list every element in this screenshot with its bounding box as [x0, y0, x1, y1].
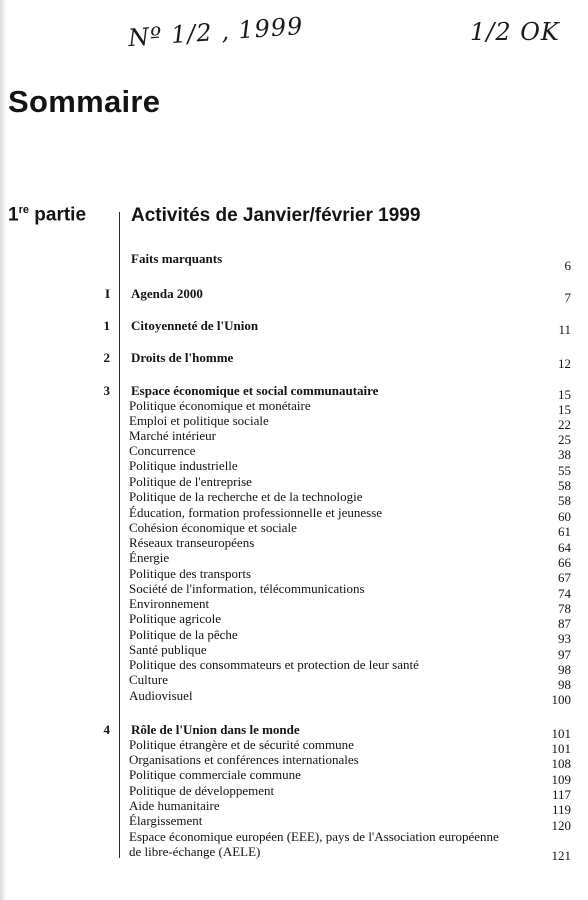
toc-item[interactable]: Politique économique et monétaire: [129, 398, 311, 413]
toc-item-page: 120: [551, 818, 571, 833]
toc-item[interactable]: Éducation, formation professionnelle et jeunesse: [129, 505, 383, 520]
toc-item-page: 15: [558, 402, 571, 417]
toc-item-eee-line1[interactable]: Espace économique européen (EEE), pays de l'Association européenne: [129, 829, 499, 844]
part-number: 1: [8, 204, 19, 226]
handwritten-ok-note: 1/2 OK: [470, 18, 560, 46]
toc-item[interactable]: Audiovisuel: [129, 688, 193, 703]
toc-heading-citizenship[interactable]: Citoyenneté de l'Union: [131, 318, 259, 333]
toc-item-page: 100: [551, 692, 571, 707]
toc-item[interactable]: Emploi et politique sociale: [129, 413, 269, 428]
toc-item[interactable]: Réseaux transeuropéens: [129, 535, 255, 550]
toc-item-page: 97: [558, 647, 571, 662]
toc-page-highlights: 6: [564, 258, 571, 273]
toc-item-page: 121: [551, 848, 571, 863]
part-label: [8, 204, 86, 226]
toc-item[interactable]: Politique étrangère et de sécurité commune: [129, 737, 354, 752]
toc-item-page: 74: [558, 586, 571, 601]
toc-item-page: 61: [558, 524, 571, 539]
toc-item[interactable]: Politique de la recherche et de la technologie: [129, 489, 363, 504]
toc-item-page: 64: [558, 540, 571, 555]
toc-item-page: 109: [551, 772, 571, 787]
toc-item-page: 78: [558, 601, 571, 616]
toc-item[interactable]: Concurrence: [129, 443, 196, 458]
toc-item[interactable]: Élargissement: [129, 813, 203, 828]
toc-item[interactable]: Organisations et conférences internationales: [129, 752, 359, 767]
toc-item[interactable]: Politique de l'entreprise: [129, 474, 252, 489]
toc-item-page: 67: [558, 570, 571, 585]
toc-item[interactable]: Santé publique: [129, 642, 207, 657]
toc-item-page: 93: [558, 631, 571, 646]
toc-chapter-number: 2: [103, 350, 110, 365]
part-number-suffix: re: [18, 204, 29, 216]
toc-item[interactable]: Politique des consommateurs et protection de leur santé: [129, 657, 419, 672]
toc-heading-human-rights[interactable]: Droits de l'homme: [131, 350, 234, 365]
toc-item-page: 98: [558, 677, 571, 692]
toc-heading-agenda-2000[interactable]: Agenda 2000: [131, 286, 203, 301]
toc-heading-highlights[interactable]: Faits marquants: [131, 251, 223, 266]
toc-page-economic-social-area: 15: [558, 387, 571, 402]
toc-item-page: 58: [558, 493, 571, 508]
toc-item-page: 22: [558, 417, 571, 432]
toc-item-page: 66: [558, 555, 571, 570]
toc-item[interactable]: Politique des transports: [129, 566, 252, 581]
toc-page-agenda-2000: 7: [564, 290, 571, 305]
toc-chapter-number: I: [104, 286, 110, 301]
toc-item[interactable]: Politique de développement: [129, 783, 275, 798]
toc-item[interactable]: Politique de la pêche: [129, 627, 238, 642]
toc-item-page: 98: [558, 662, 571, 677]
toc-page-citizenship: 11: [558, 322, 571, 337]
toc-item[interactable]: Marché intérieur: [129, 428, 216, 443]
toc-item[interactable]: Aide humanitaire: [129, 798, 220, 813]
toc-item[interactable]: Politique commerciale commune: [129, 767, 301, 782]
toc-item-page: 117: [551, 787, 571, 802]
toc-item-page: 38: [558, 447, 571, 462]
toc-page-human-rights: 12: [558, 356, 571, 371]
toc-item-page: 119: [551, 802, 571, 817]
handwritten-issue-note: Nº 1/2 , 1999: [127, 11, 305, 53]
toc-item-page: 101: [551, 741, 571, 756]
toc-item-page: 55: [558, 463, 571, 478]
toc-chapter-number: 4: [103, 722, 110, 737]
toc-item[interactable]: Cohésion économique et sociale: [129, 520, 297, 535]
toc-item-page: 60: [558, 509, 571, 524]
scan-edge-shadow: [0, 0, 7, 900]
toc-page-union-world-role: 101: [551, 726, 571, 741]
toc-divider-line: [119, 212, 120, 858]
toc-heading-union-world-role[interactable]: Rôle de l'Union dans le monde: [131, 722, 300, 737]
toc-item-page: 108: [551, 756, 571, 771]
toc-item-page: 58: [558, 478, 571, 493]
toc-item[interactable]: Société de l'information, télécommunications: [129, 581, 365, 596]
part-word: partie: [34, 204, 87, 226]
toc-item[interactable]: Politique industrielle: [129, 458, 238, 473]
toc-chapter-number: 1: [103, 318, 110, 333]
toc-item[interactable]: Énergie: [129, 550, 170, 565]
toc-item-eee-line2[interactable]: de libre-échange (AELE): [129, 844, 261, 859]
toc-item[interactable]: Environnement: [129, 596, 210, 611]
toc-item[interactable]: Culture: [129, 672, 168, 687]
toc-item-page: 87: [558, 616, 571, 631]
toc-heading-economic-social-area[interactable]: Espace économique et social communautaire: [131, 383, 379, 398]
section-title: Activités de Janvier/février 1999: [131, 205, 421, 226]
toc-item[interactable]: Politique agricole: [129, 611, 222, 626]
toc-chapter-number: 3: [103, 383, 110, 398]
page-title: Sommaire: [8, 84, 161, 119]
toc-item-page: 25: [558, 432, 571, 447]
